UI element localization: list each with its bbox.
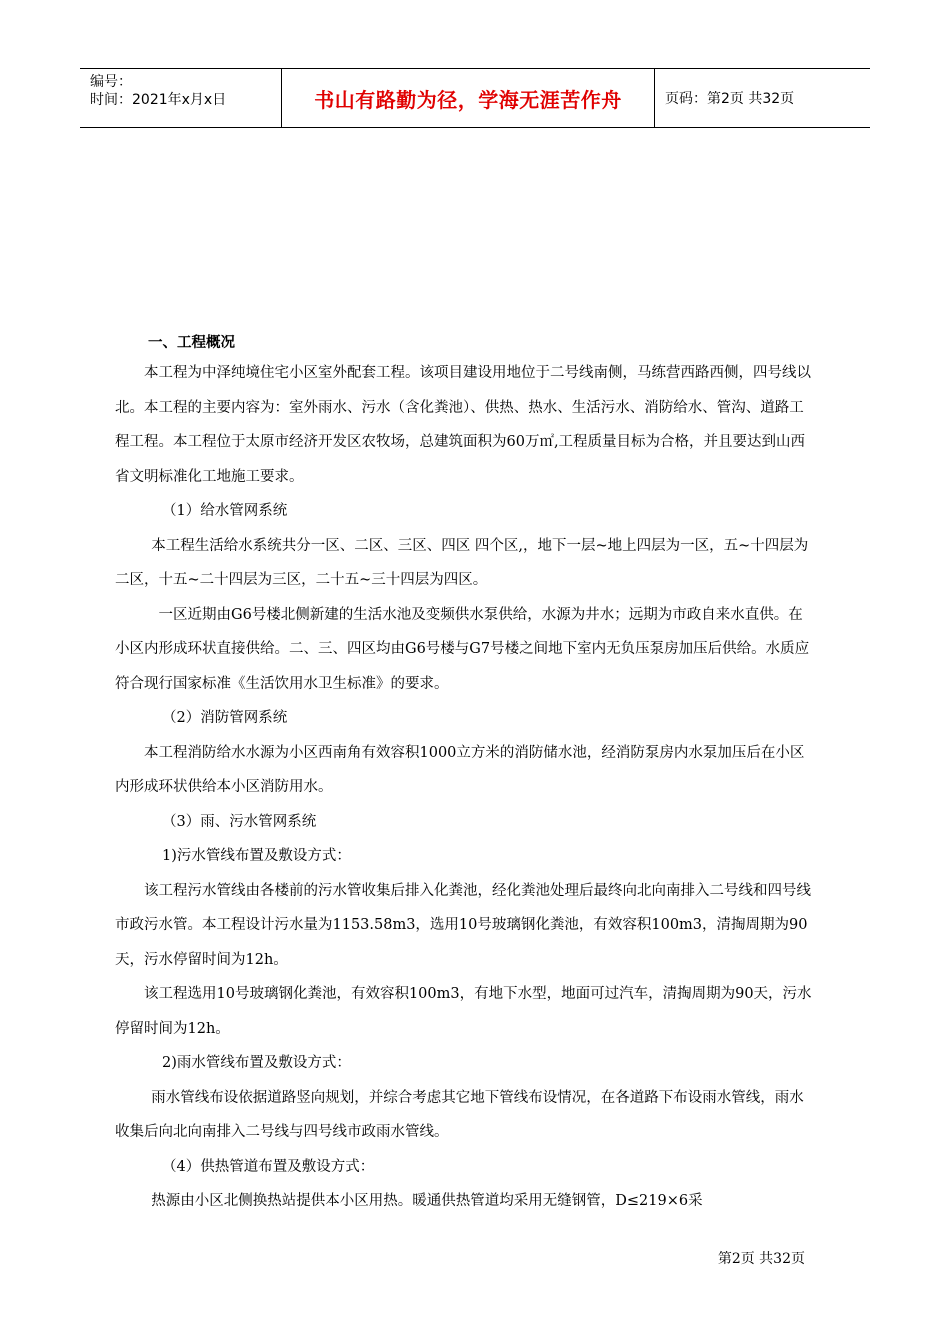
water-supply-paragraph-2: 一区近期由G6号楼北侧新建的生活水池及变频供水泵供给，水源为井水；远期为市政自来水直供。在小区内形成环状直接供给。二、三、四区均由G6号楼与G7号楼之间地下室内无负压泵房加压后供给。水质应符合现行国家标准《生活饮用水卫生标准》的要求。	[115, 606, 810, 692]
page-footer: 第2页 共32页	[717, 1251, 805, 1267]
subsection-title-water-supply: （1）给水管网系统	[162, 503, 288, 519]
section-title: 一、工程概况	[148, 335, 235, 351]
water-supply-paragraph-1: 本工程生活给水系统共分一区、二区、三区、四区 四个区,，地下一层~地上四层为一区，五~十四层为二区，十五~二十四层为三区，二十五~三十四层为四区。	[115, 537, 809, 588]
subsection-title-fire: （2）消防管网系统	[162, 710, 288, 726]
fire-paragraph: 本工程消防给水水源为小区西南角有效容积1000立方米的消防储水池，经消防泵房内水泵加压后在小区内形成环状供给本小区消防用水。	[115, 744, 805, 795]
page-header	[80, 68, 870, 128]
document-number-label: 编号：	[90, 74, 132, 90]
sewage-paragraph-1: 该工程污水管线由各楼前的污水管收集后排入化粪池，经化粪池处理后最终向北向南排入二号线和四号线市政污水管。本工程设计污水量为1153.58m3，选用10号玻璃钢化粪池，有效容积100m3，清掏周期为90天，污水停留时间为12h。	[115, 882, 811, 968]
overview-paragraph: 本工程为中泽纯境住宅小区室外配套工程。该项目建设用地位于二号线南侧，马练营西路西侧，四号线以北。本工程的主要内容为：室外雨水、污水（含化粪池）、供热、热水、生活污水、消防给水、管沟、道路工程工程。本工程位于太原市经济开发区农牧场，总建筑面积为60万㎡,工程质量目标为合格，并且要达到山西省文明标准化工地施工要求。	[115, 365, 811, 485]
header-motto: 书山有路勤为径，学海无涯苦作舟	[282, 69, 655, 127]
header-meta	[80, 69, 282, 127]
sewage-paragraph-2: 该工程选用10号玻璃钢化粪池，有效容积100m3，有地下水型，地面可过汽车，清掏周期为90天，污水停留时间为12h。	[115, 986, 812, 1037]
subsection-title-heating: （4）供热管道布置及敷设方式：	[162, 1158, 375, 1175]
rain-subheading: 2)雨水管线布置及敷设方式：	[162, 1055, 351, 1071]
document-body	[115, 330, 815, 1219]
heating-paragraph: 热源由小区北侧换热站提供本小区用热。暖通供热管道均采用无缝钢管，D≤219×6采	[151, 1193, 703, 1209]
rain-paragraph: 雨水管线布设依据道路竖向规划，并综合考虑其它地下管线布设情况，在各道路下布设雨水管线，雨水收集后向北向南排入二号线与四号线市政雨水管线。	[115, 1089, 804, 1140]
header-page-number: 页码：第2页 共32页	[665, 91, 795, 107]
sewage-subheading: 1)污水管线布置及敷设方式：	[162, 848, 351, 864]
subsection-title-sewage: （3）雨、污水管网系统	[162, 813, 317, 830]
document-time-label: 时间：2021年x月x日	[90, 92, 227, 108]
